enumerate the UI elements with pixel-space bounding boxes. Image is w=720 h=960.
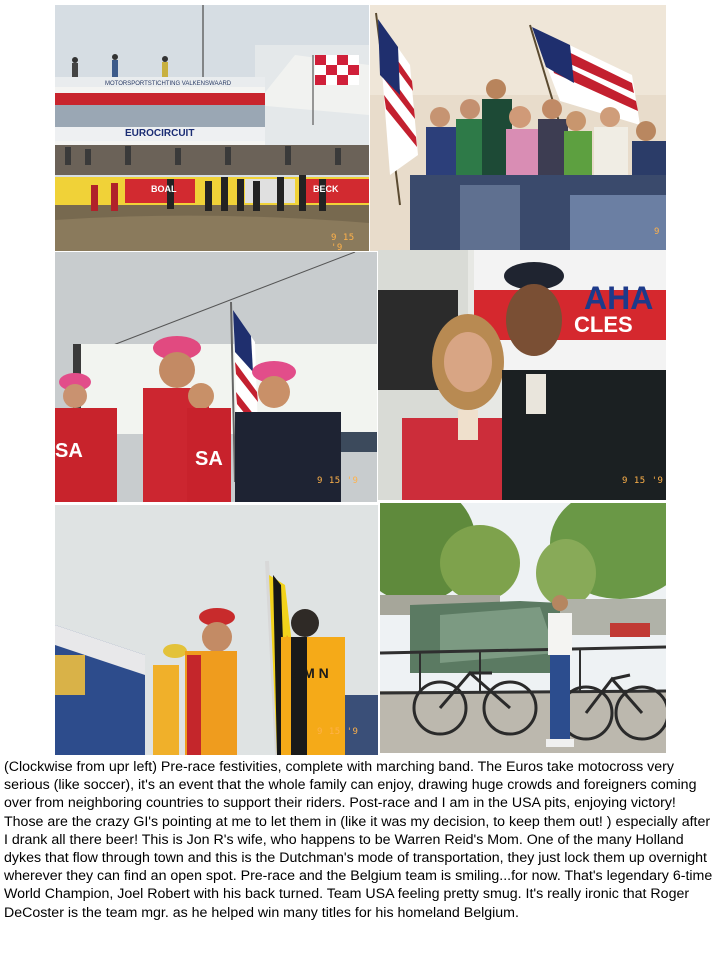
photo-crowd-scene <box>370 5 666 251</box>
photo-belgium-team <box>55 505 378 755</box>
photo-pre-race-scene <box>55 5 369 251</box>
banner-sub-lettering: CLES <box>574 312 633 337</box>
checkered-flag <box>315 55 359 85</box>
eurocircuit-sign: EUROCIRCUIT <box>125 128 195 139</box>
date-stamp: 9 15 '9 <box>331 233 355 251</box>
photo-pre-race-festivities <box>55 5 369 251</box>
team-jacket-lettering: AM N <box>293 665 329 681</box>
photo-caption: (Clockwise from upr left) Pre-race festivities, complete with marching band. The Euros take motocross very serious (like soccer), it's an event that the whole family can enjoy, drawing huge crowds and foreigners coming over from neighboring countries to support their riders. Post-race and I am in the USA pits, enjoying victory! Those are the crazy GI's pointing at me to let them in (like it was my decision, to keep them out! ) especially after I drank all there beer! This is Jon R's wife, who happens to be Warren Reid's Mom. One of the many Holland dykes that flow through town and this is the Dutchman's mode of transportation, they just lock them up overnight wherever they can find an open spot. Pre-race and the Belgium team is smiling...for now. That's legendary 6-time World Champion, Joel Robert with his back turned. Team USA feeling pretty smug. It's really ironic that Roger DeCoster is the team mgr. as he helped win many titles for his homeland Belgium. <box>4 759 713 921</box>
photo-canal-scene <box>380 503 666 753</box>
photo-belgium-team-scene <box>55 505 378 755</box>
date-stamp: 9 15 '9 <box>317 476 359 486</box>
date-stamp: 9 <box>654 227 660 237</box>
photo-usa-pits <box>55 252 377 502</box>
date-stamp: 9 15 '9 <box>317 727 359 737</box>
photo-jon-rs-wife <box>378 250 666 500</box>
yamaha-banner: AHA <box>584 280 654 316</box>
date-stamp: 9 15 '9 <box>622 476 664 486</box>
man-on-bridge <box>546 595 574 747</box>
barrier-sign-right: BECK <box>313 184 339 194</box>
jacket-lettering-right: SA <box>195 448 223 470</box>
barrier-sign-left: BOAL <box>151 184 177 194</box>
stand-sign-top: MOTORSPORTSTICHTING VALKENSWAARD <box>105 81 232 87</box>
jacket-lettering-left: SA <box>55 440 83 462</box>
photo-holland-canal <box>380 503 666 753</box>
photo-crowd-with-flags <box>370 5 666 251</box>
